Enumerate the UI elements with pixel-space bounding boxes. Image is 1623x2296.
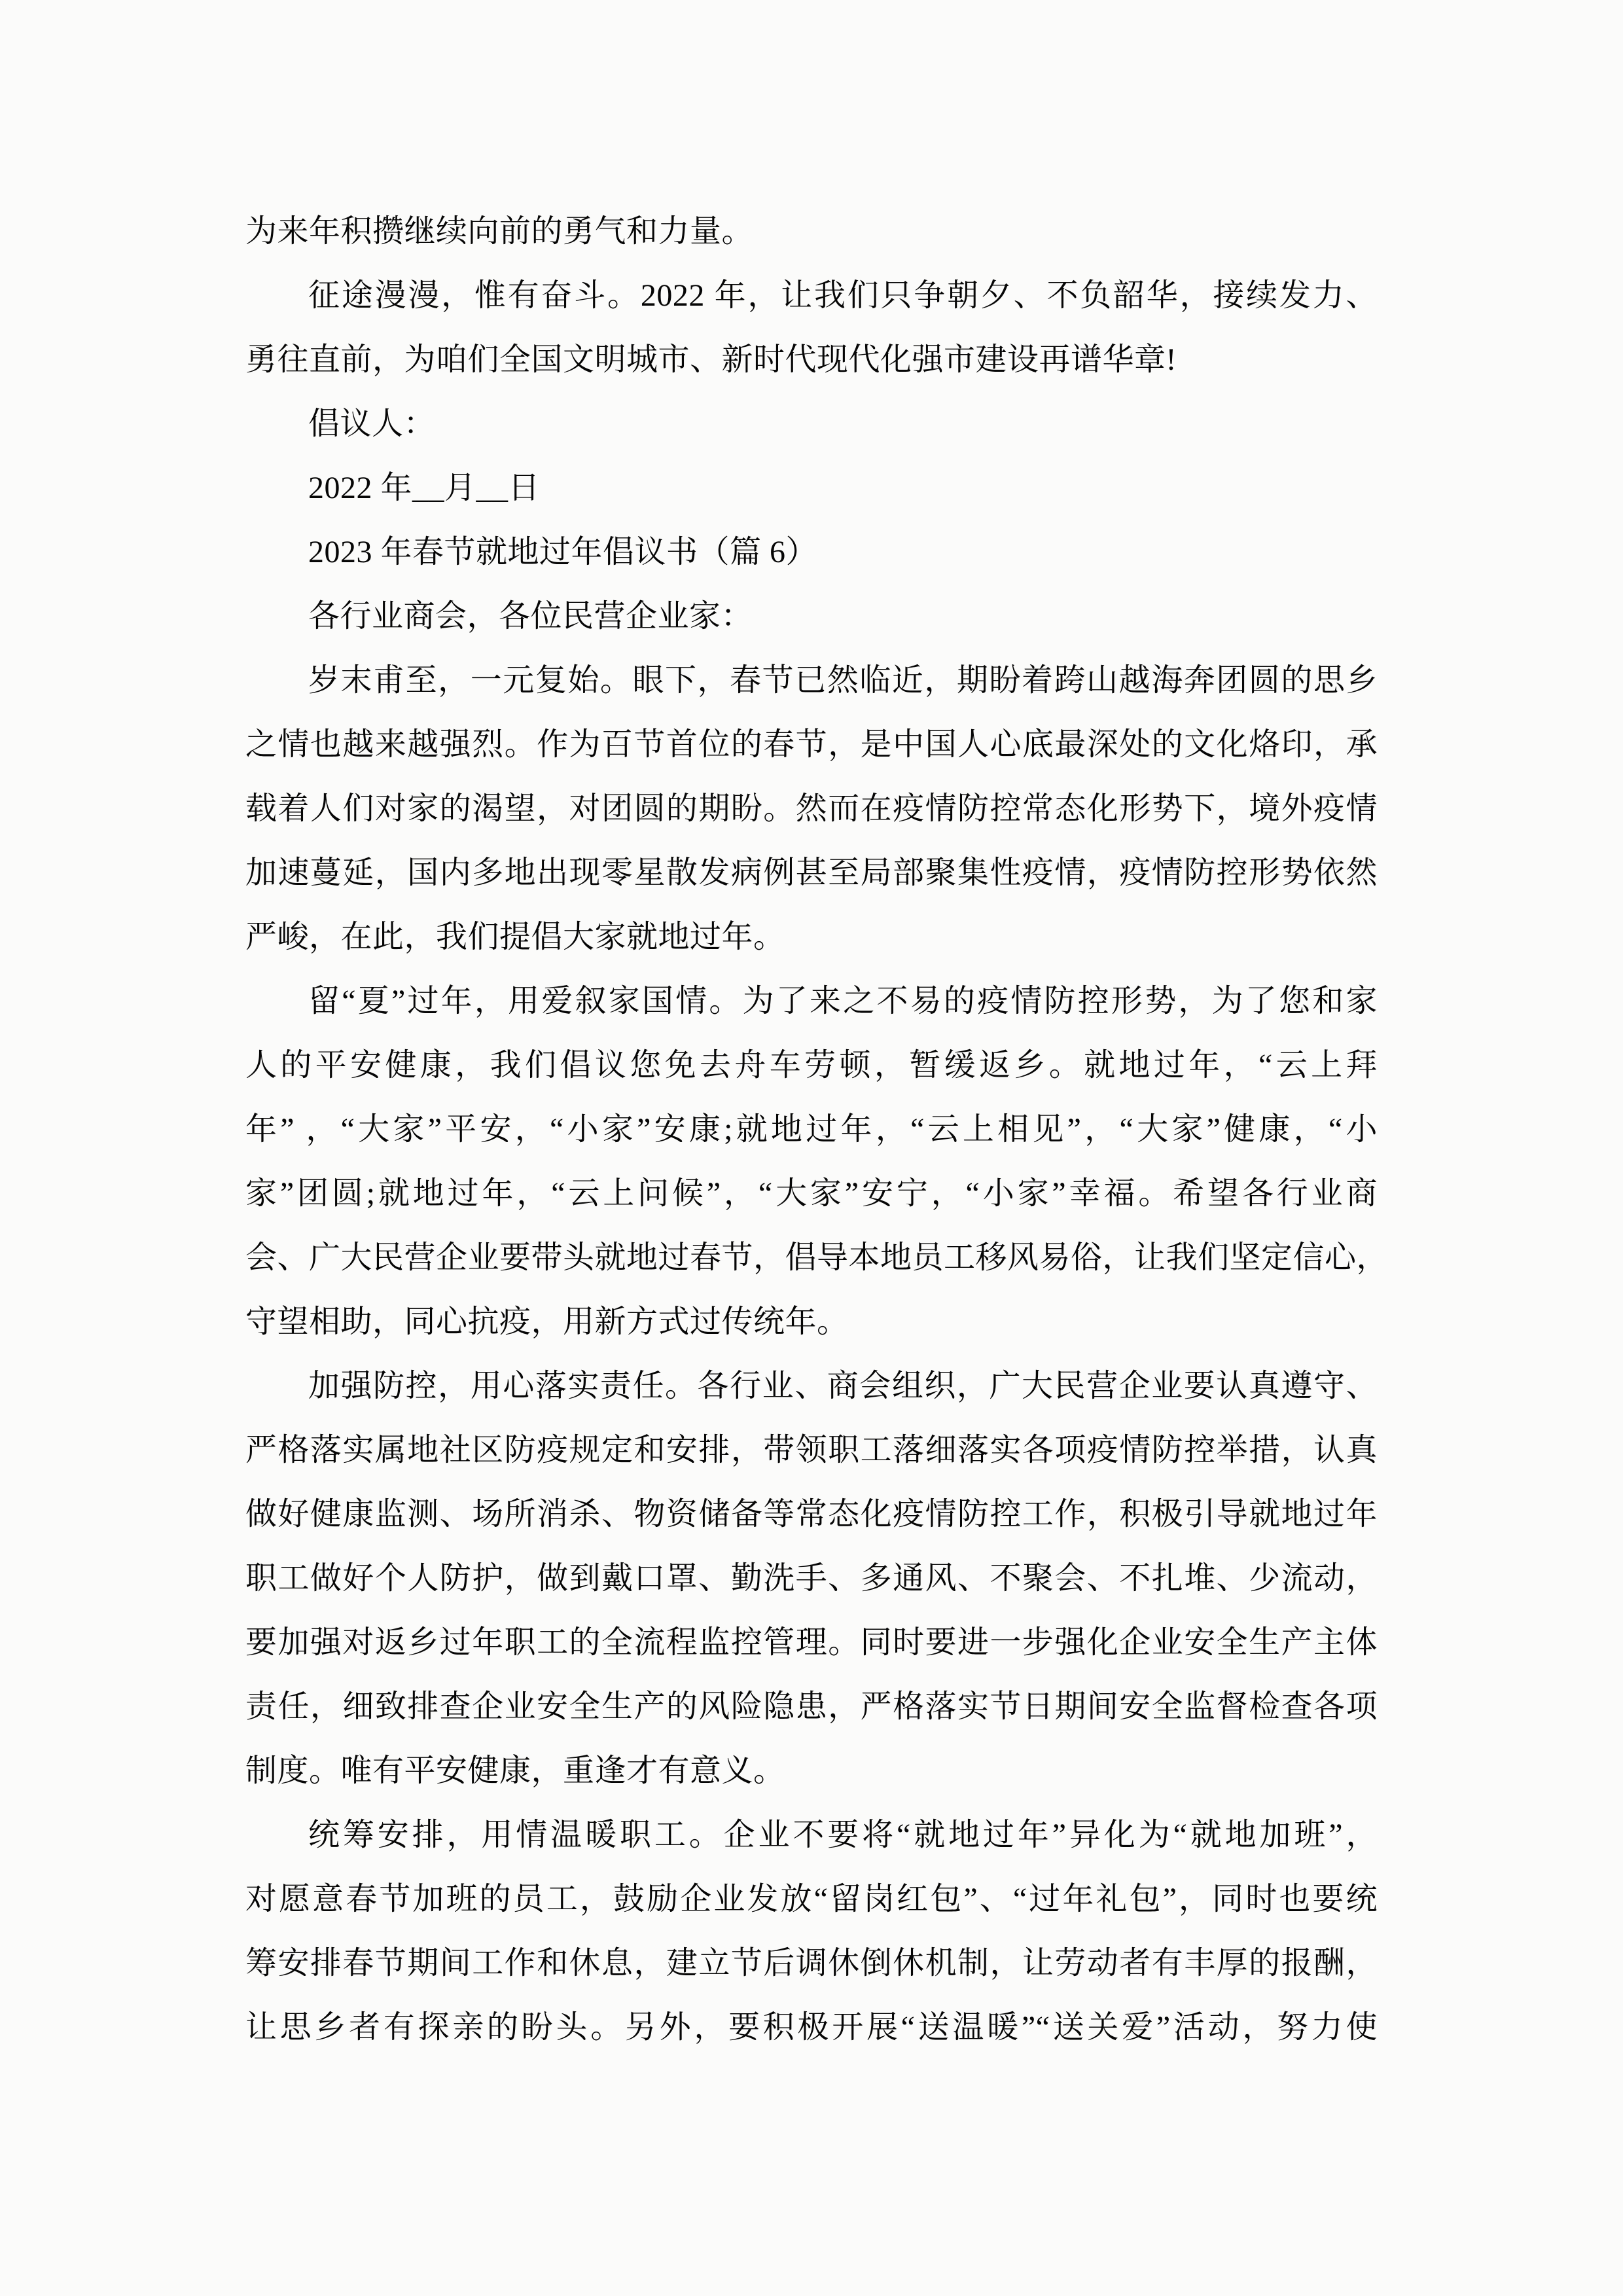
text-line: 载着人们对家的渴望，对团圆的期盼。然而在疫情防控常态化形势下，境外疫情 <box>245 791 1378 826</box>
text-line: 年” ，“大家”平安，“小家”安康;就地过年，“云上相见”，“大家”健康，“小 <box>245 1112 1378 1147</box>
text-line: 勇往直前，为咱们全国文明城市、新时代现代化强市建设再谱华章! <box>245 342 1177 377</box>
text-line: 责任，细致排查企业安全生产的风险隐患，严格落实节日期间安全监督检查各项 <box>245 1689 1378 1724</box>
text-line: 2023 年春节就地过年倡议书（篇 6） <box>308 535 818 569</box>
text-line: 职工做好个人防护，做到戴口罩、勤洗手、多通风、不聚会、不扎堆、少流动， <box>245 1561 1378 1596</box>
text-line: 严格落实属地社区防疫规定和安排，带领职工落细落实各项疫情防控举措，认真 <box>245 1433 1378 1467</box>
text-line: 留“夏”过年，用爱叙家国情。为了来之不易的疫情防控形势，为了您和家 <box>308 984 1378 1018</box>
text-line: 要加强对返乡过年职工的全流程监控管理。同时要进一步强化企业安全生产主体 <box>245 1625 1378 1660</box>
text-line: 岁末甫至，一元复始。眼下，春节已然临近，期盼着跨山越海奔团圆的思乡 <box>308 663 1378 698</box>
text-line: 统筹安排，用情温暖职工。企业不要将“就地过年”异化为“就地加班”， <box>308 1818 1378 1852</box>
text-block <box>245 200 1389 2060</box>
text-line: 让思乡者有探亲的盼头。另外，要积极开展“送温暖”“送关爱”活动，努力使 <box>245 2010 1378 2045</box>
text-line: 倡议人： <box>308 406 436 441</box>
text-line: 做好健康监测、场所消杀、物资储备等常态化疫情防控工作，积极引导就地过年 <box>245 1497 1378 1532</box>
text-line: 家”团圆;就地过年，“云上问候”，“大家”安宁，“小家”幸福。希望各行业商 <box>245 1176 1378 1211</box>
text-line: 之情也越来越强烈。作为百节首位的春节，是中国人心底最深处的文化烙印，承 <box>245 727 1378 762</box>
text-line: 筹安排春节期间工作和休息，建立节后调休倒休机制，让劳动者有丰厚的报酬， <box>245 1946 1378 1981</box>
text-line: 加强防控，用心落实责任。各行业、商会组织，广大民营企业要认真遵守、 <box>308 1369 1378 1403</box>
text-line: 各行业商会，各位民营企业家： <box>308 599 753 634</box>
text-line: 2022 年__月__日 <box>308 471 541 505</box>
text-line: 加速蔓延，国内多地出现零星散发病例甚至局部聚集性疫情，疫情防控形势依然 <box>245 855 1378 890</box>
text-line: 为来年积攒继续向前的勇气和力量。 <box>245 214 754 249</box>
text-line: 人的平安健康，我们倡议您免去舟车劳顿，暂缓返乡。就地过年，“云上拜 <box>245 1048 1378 1083</box>
text-line: 守望相助，同心抗疫，用新方式过传统年。 <box>245 1304 849 1339</box>
text-line: 对愿意春节加班的员工，鼓励企业发放“留岗红包”、“过年礼包”，同时也要统 <box>245 1882 1378 1916</box>
text-line: 征途漫漫，惟有奋斗。2022 年，让我们只争朝夕、不负韶华，接续发力、 <box>308 278 1378 313</box>
text-line: 严峻，在此，我们提倡大家就地过年。 <box>245 920 785 954</box>
text-line: 制度。唯有平安健康，重逢才有意义。 <box>245 1753 785 1788</box>
text-line: 会、广大民营企业要带头就地过春节，倡导本地员工移风易俗，让我们坚定信心， <box>245 1240 1389 1275</box>
